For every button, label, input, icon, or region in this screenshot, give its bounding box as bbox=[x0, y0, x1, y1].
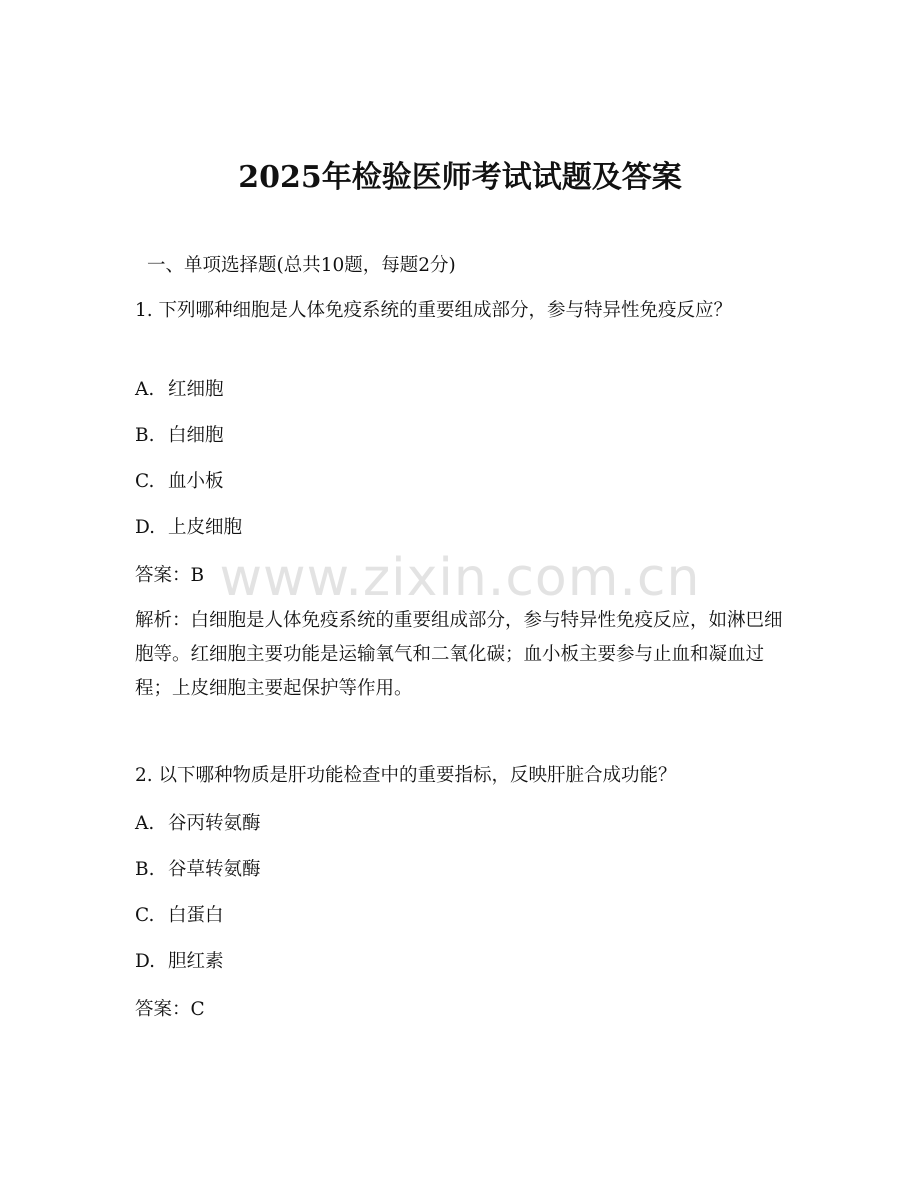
option-key: D. bbox=[135, 951, 156, 972]
option-text: 胆红素 bbox=[168, 951, 224, 972]
option-text: 谷丙转氨酶 bbox=[168, 813, 261, 834]
question-2-answer: 答案：C bbox=[135, 999, 205, 1020]
question-1-option-b bbox=[135, 423, 224, 449]
question-2-option-c bbox=[135, 903, 224, 929]
question-2-option-b bbox=[135, 857, 261, 883]
question-1-option-a bbox=[135, 377, 224, 403]
question-2-option-d bbox=[135, 949, 224, 975]
option-text: 白蛋白 bbox=[168, 905, 224, 926]
option-key: C. bbox=[135, 905, 155, 926]
option-key: B. bbox=[135, 859, 155, 880]
page-title: 2025年检验医师考试试题及答案 bbox=[238, 160, 682, 195]
question-2-stem: 2. 以下哪种物质是肝功能检查中的重要指标，反映肝脏合成功能？ bbox=[135, 765, 677, 786]
question-1-explanation: 解析：白细胞是人体免疫系统的重要组成部分，参与特异性免疫反应，如淋巴细胞等。红细胞主要功能是运输氧气和二氧化碳；血小板主要参与止血和凝血过程；上皮细胞主要起保护等作用。 bbox=[135, 610, 783, 699]
option-key: C. bbox=[135, 471, 155, 492]
question-1-stem: 1. 下列哪种细胞是人体免疫系统的重要组成部分，参与特异性免疫反应？ bbox=[135, 300, 733, 321]
option-key: A. bbox=[135, 379, 155, 400]
option-text: 上皮细胞 bbox=[168, 517, 243, 538]
watermark: www.zixin.com.cn bbox=[219, 548, 701, 608]
question-1-option-c bbox=[135, 469, 224, 495]
option-text: 白细胞 bbox=[168, 425, 224, 446]
option-key: D. bbox=[135, 517, 156, 538]
option-text: 血小板 bbox=[168, 471, 224, 492]
section-heading: 一、单项选择题(总共10题，每题2分) bbox=[147, 255, 456, 276]
question-2-option-a bbox=[135, 811, 261, 837]
question-1-option-d bbox=[135, 515, 242, 541]
option-key: B. bbox=[135, 425, 155, 446]
option-text: 谷草转氨酶 bbox=[168, 859, 261, 880]
question-1-answer: 答案：B bbox=[135, 565, 205, 586]
option-key: A. bbox=[135, 813, 155, 834]
option-text: 红细胞 bbox=[168, 379, 224, 400]
